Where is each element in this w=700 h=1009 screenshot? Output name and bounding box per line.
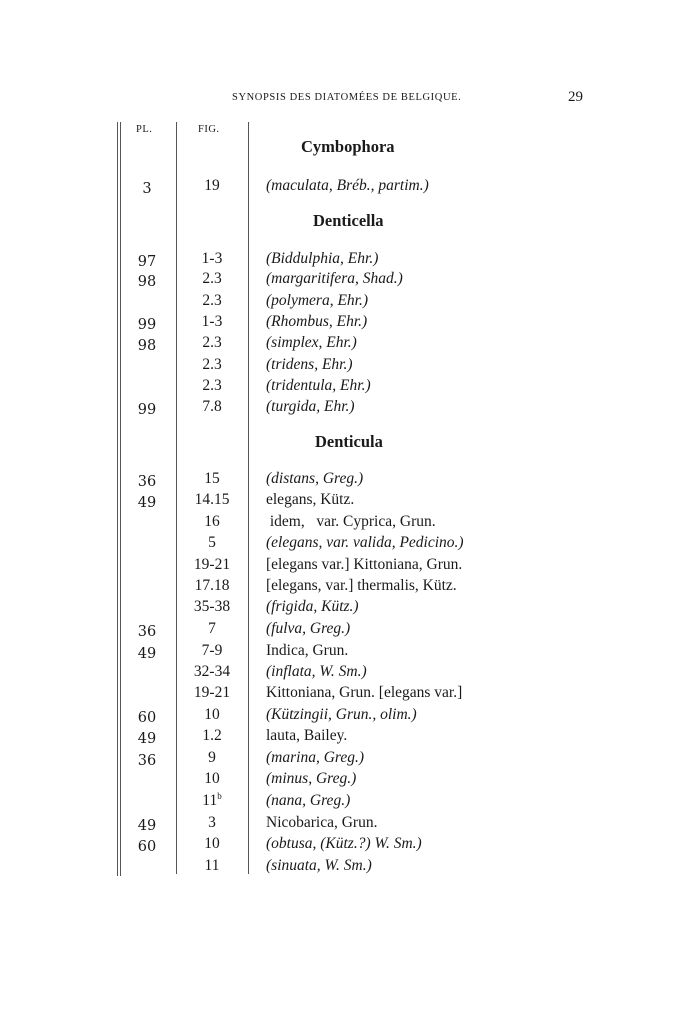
species-name: (polymera, Ehr.) <box>266 292 369 309</box>
species-name: [elegans, var.] thermalis, Kütz. <box>266 577 457 594</box>
species-name: (turgida, Ehr.) <box>266 398 355 415</box>
table-row <box>0 640 700 661</box>
plate-number: 98 <box>137 338 157 354</box>
figure-number: 19-21 <box>193 556 231 573</box>
plate-number: 60 <box>137 710 157 726</box>
table-row <box>0 290 700 311</box>
plate-number: 3 <box>142 181 152 197</box>
figure-number: 2.3 <box>202 356 222 373</box>
species-name: elegans, Kütz. <box>266 491 355 508</box>
species-name: idem, var. Cyprica, Grun. <box>266 513 436 530</box>
species-name: Nicobarica, Grun. <box>266 814 378 831</box>
table-row <box>0 375 700 396</box>
species-name: (minus, Greg.) <box>266 770 357 787</box>
species-name: (marina, Greg.) <box>266 749 365 766</box>
figure-number: 5 <box>208 534 216 551</box>
table-row <box>0 311 700 332</box>
table-row <box>0 747 700 768</box>
plate-number: 49 <box>137 818 157 834</box>
genus-name: Denticella <box>313 211 384 230</box>
plate-number: 36 <box>137 624 157 640</box>
table-row <box>0 812 700 833</box>
table-row <box>0 396 700 417</box>
figure-number: 19-21 <box>193 684 231 701</box>
figure-number: 7-9 <box>201 642 223 659</box>
table-row <box>0 618 700 639</box>
table-row <box>0 790 700 811</box>
plate-number: 99 <box>137 317 157 333</box>
figure-number: 7 <box>208 620 216 637</box>
figure-number: 1-3 <box>201 313 223 330</box>
plate-number: 36 <box>137 474 157 490</box>
figure-number: 15 <box>204 470 220 487</box>
running-title: SYNOPSIS DES DIATOMÉES DE BELGIQUE. <box>232 92 462 103</box>
species-name: (Kützingii, Grun., olim.) <box>266 706 417 723</box>
table-row <box>0 468 700 489</box>
table-row <box>0 248 700 269</box>
species-name: (inflata, W. Sm.) <box>266 663 367 680</box>
table-row <box>0 725 700 746</box>
species-name: (tridentula, Ehr.) <box>266 377 371 394</box>
table-row <box>0 704 700 725</box>
table-row <box>0 855 700 876</box>
plate-number: 97 <box>137 254 157 270</box>
figure-number: 10 <box>204 835 220 852</box>
figure-number: 1-3 <box>201 250 223 267</box>
page-number: 29 <box>568 89 583 105</box>
figure-number: 11$^b$ <box>202 791 222 809</box>
species-name: (nana, Greg.) <box>266 792 351 809</box>
species-name: lauta, Bailey. <box>266 727 348 744</box>
column-header-pl: PL. <box>136 124 153 135</box>
figure-number: 35-38 <box>193 598 231 615</box>
plate-number: 49 <box>137 731 157 747</box>
figure-number: 7.8 <box>202 398 222 415</box>
table-row <box>0 175 700 196</box>
table-row <box>0 554 700 575</box>
species-name: (tridens, Ehr.) <box>266 356 353 373</box>
species-name: (distans, Greg.) <box>266 470 364 487</box>
figure-number: 1.2 <box>202 727 222 744</box>
figure-number: 2.3 <box>202 270 222 287</box>
species-name: (Rhombus, Ehr.) <box>266 313 368 330</box>
figure-number: 16 <box>204 513 220 530</box>
plate-number: 49 <box>137 646 157 662</box>
table-row <box>0 332 700 353</box>
table-row <box>0 489 700 510</box>
species-name: Indica, Grun. <box>266 642 349 659</box>
figure-number: 19 <box>204 177 220 194</box>
species-name: Kittoniana, Grun. [elegans var.] <box>266 684 463 701</box>
plate-number: 98 <box>137 274 157 290</box>
table-row <box>0 596 700 617</box>
figure-number: 11 <box>204 857 220 874</box>
plate-number: 49 <box>137 495 157 511</box>
table-row <box>0 661 700 682</box>
table-row <box>0 768 700 789</box>
figure-superscript: b <box>217 791 222 801</box>
figure-number: 32-34 <box>193 663 231 680</box>
species-name: (simplex, Ehr.) <box>266 334 357 351</box>
genus-name: Denticula <box>315 432 383 451</box>
species-name: (frigida, Kütz.) <box>266 598 359 615</box>
species-name: [elegans var.] Kittoniana, Grun. <box>266 556 463 573</box>
figure-number: 17.18 <box>194 577 230 594</box>
table-row <box>0 682 700 703</box>
species-name: (margaritifera, Shad.) <box>266 270 403 287</box>
species-name: (elegans, var. valida, Pedicino.) <box>266 534 464 551</box>
plate-number: 99 <box>137 402 157 418</box>
table-row <box>0 833 700 854</box>
figure-number: 3 <box>208 814 216 831</box>
species-name: (obtusa, (Kütz.?) W. Sm.) <box>266 835 422 852</box>
species-name: (sinuata, W. Sm.) <box>266 857 372 874</box>
figure-number: 2.3 <box>202 292 222 309</box>
figure-number: 9 <box>208 749 216 766</box>
species-name: (fulva, Greg.) <box>266 620 351 637</box>
figure-number: 2.3 <box>202 334 222 351</box>
table-row <box>0 354 700 375</box>
table-row <box>0 532 700 553</box>
species-name: (maculata, Bréb., partim.) <box>266 177 429 194</box>
table-row <box>0 268 700 289</box>
figure-number: 14.15 <box>194 491 230 508</box>
table-row <box>0 511 700 532</box>
plate-number: 36 <box>137 753 157 769</box>
plate-number: 60 <box>137 839 157 855</box>
table-row <box>0 575 700 596</box>
column-header-fig: FIG. <box>198 124 220 135</box>
figure-number: 10 <box>204 706 220 723</box>
genus-name: Cymbophora <box>301 137 395 156</box>
figure-number: 10 <box>204 770 220 787</box>
species-name: (Biddulphia, Ehr.) <box>266 250 379 267</box>
figure-number: 2.3 <box>202 377 222 394</box>
